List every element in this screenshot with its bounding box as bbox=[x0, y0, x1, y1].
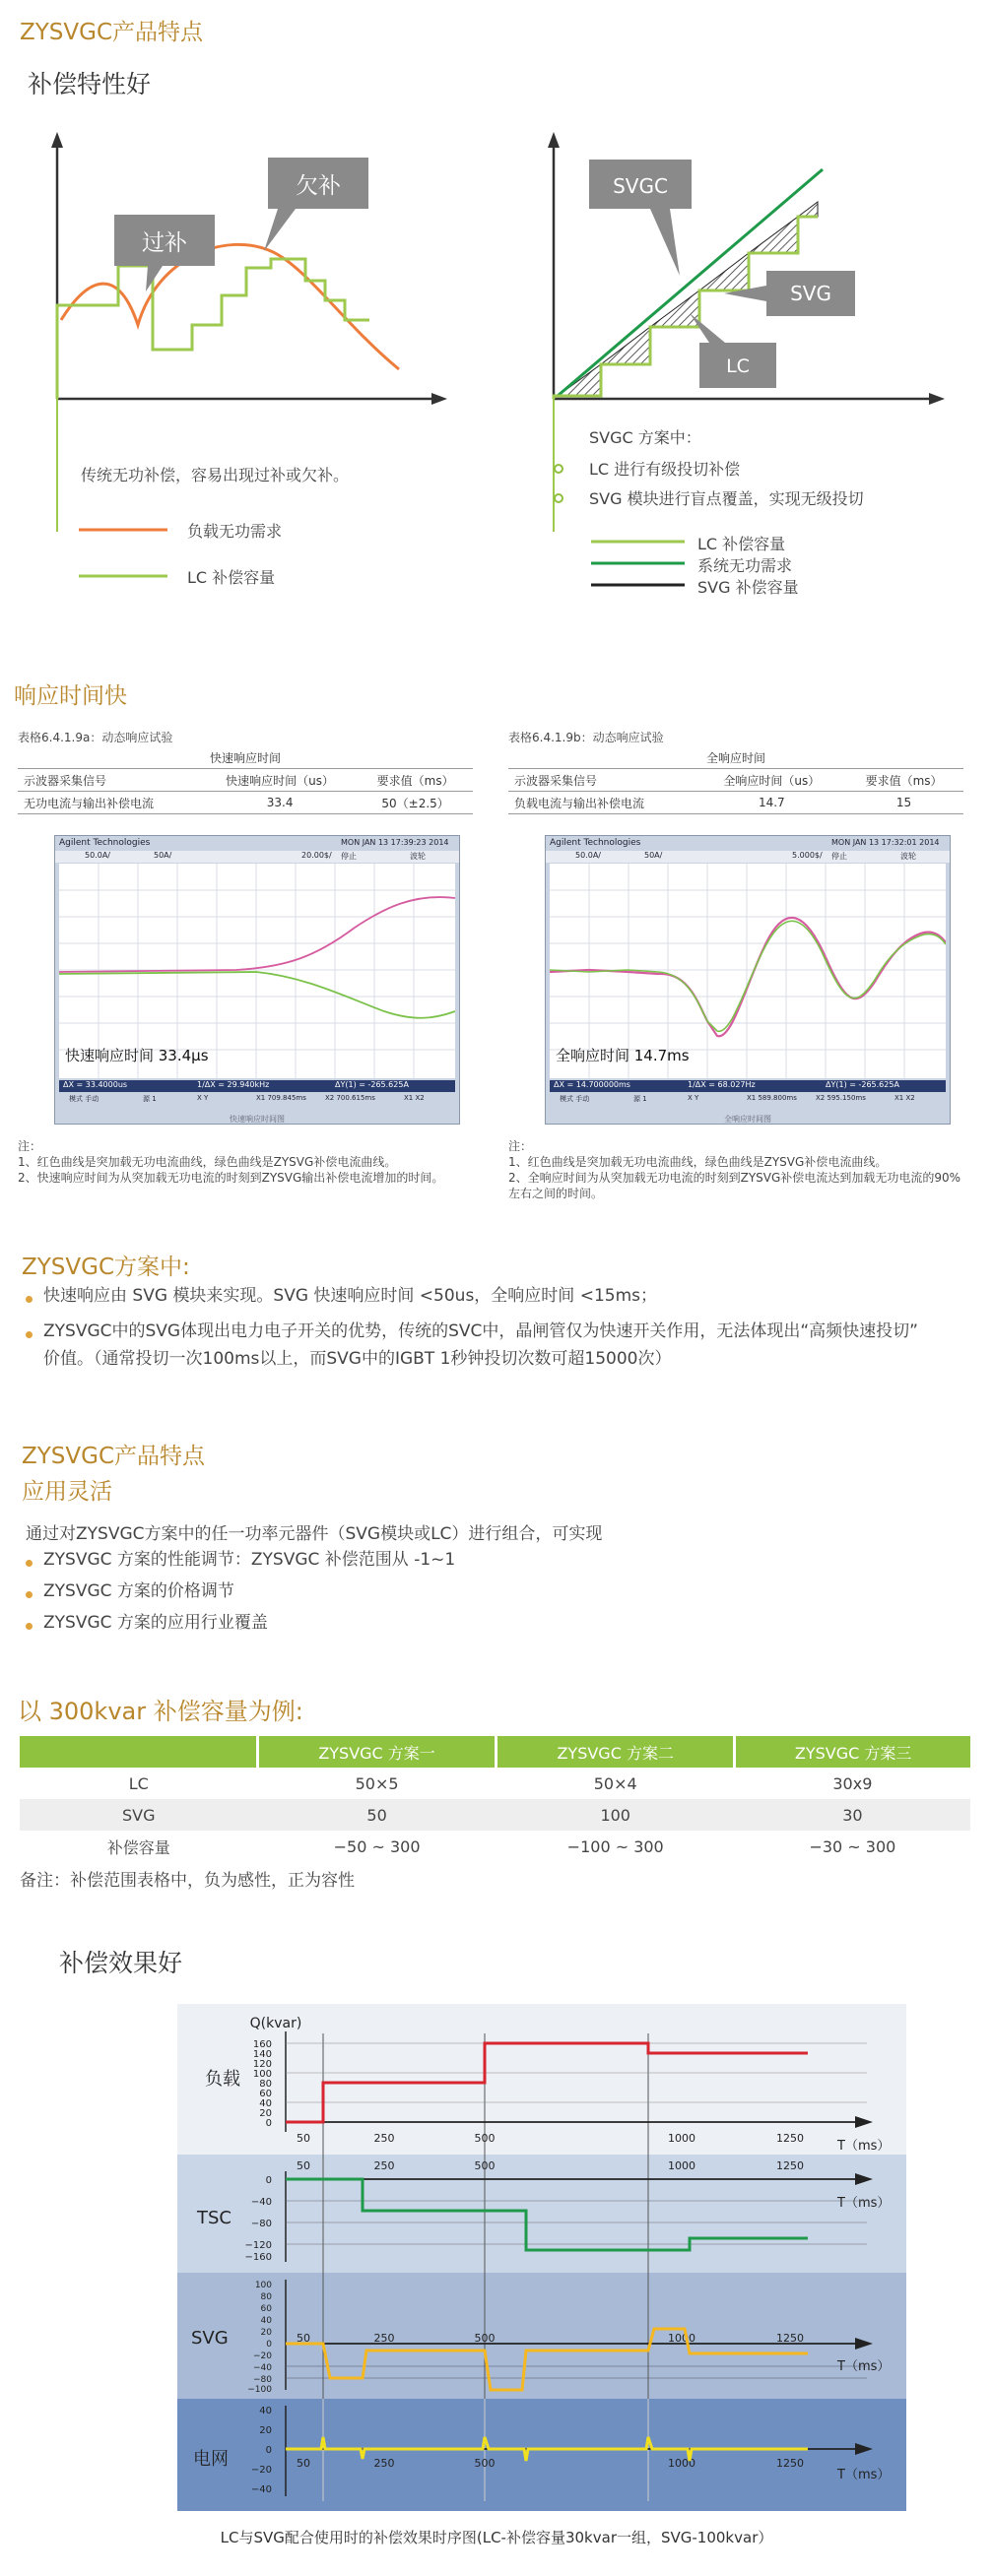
svg-text:250: 250 bbox=[373, 2159, 395, 2172]
softkey-xy[interactable]: X Y bbox=[197, 1094, 209, 1102]
right-table-head: 全响应时间 bbox=[508, 746, 963, 769]
load-demand-curve bbox=[61, 244, 399, 369]
softkey-x1[interactable]: X1 589.800ms bbox=[747, 1094, 797, 1102]
left-notes: 注： 1、红色曲线是突加载无功电流曲线，绿色曲线是ZYSVG补偿电流曲线。 2、快速响应时间为从突加载无功电流的时刻到ZYSVG输出补偿电流增加的时间。 bbox=[18, 1139, 444, 1185]
svg-text:500: 500 bbox=[474, 2132, 496, 2145]
capacity-heading: 以 300kvar 补偿容量为例: bbox=[18, 1698, 303, 1725]
svg-text:−20: −20 bbox=[253, 2351, 272, 2361]
svg-text:50: 50 bbox=[297, 2457, 310, 2470]
svg-text:欠补: 欠补 bbox=[296, 173, 341, 199]
svg-text:−120: −120 bbox=[244, 2240, 272, 2251]
svg-text:80: 80 bbox=[259, 2079, 272, 2090]
svg-text:SVG: SVG bbox=[790, 282, 831, 305]
svg-text:250: 250 bbox=[373, 2332, 395, 2345]
svg-text:60: 60 bbox=[260, 2304, 272, 2314]
flex-bullet-1: ZYSVGC 方案的性能调节：ZYSVGC 补偿范围从 -1~1 bbox=[43, 1550, 456, 1570]
svg-text:−20: −20 bbox=[250, 2465, 272, 2476]
compensation-diagrams bbox=[0, 118, 993, 611]
svg-text:100: 100 bbox=[254, 2281, 272, 2290]
right-scope-screen bbox=[550, 864, 946, 1078]
svg-text:40: 40 bbox=[260, 2316, 272, 2326]
svgc-callout bbox=[589, 160, 692, 276]
svg-text:−40: −40 bbox=[250, 2197, 272, 2208]
panel-tsc-label: TSC bbox=[197, 2208, 232, 2228]
x-label-3: T（ms） bbox=[837, 2359, 891, 2374]
timing-diagram bbox=[177, 2004, 906, 2511]
svg-text:500: 500 bbox=[474, 2159, 496, 2172]
svg-text:80: 80 bbox=[260, 2292, 272, 2302]
svg-text:40: 40 bbox=[259, 2406, 272, 2416]
response-heading: 响应时间快 bbox=[14, 683, 127, 709]
x-label-1: T（ms） bbox=[837, 2139, 891, 2154]
flex-brand-heading: ZYSVGC产品特点 bbox=[22, 1444, 206, 1469]
lc-step-curve bbox=[57, 259, 369, 399]
right-oscilloscope: Agilent Technologies MON JAN 13 17:32:01 2014 50.0A/ 50A/ 5.000$/ 停止 波轮 全响应时间 14.7ms ΔX = 14.700000ms 1/ΔX = 68.027Hz ΔY(1) = -265.625A 模式 手动 源 1 X Y X1 589.800ms X2 595.150ms X1 X2 全响应时间图 bbox=[545, 835, 951, 1125]
softkey-source[interactable]: 源 1 bbox=[633, 1095, 647, 1103]
svg-text:160: 160 bbox=[252, 2039, 272, 2050]
svg-text:250: 250 bbox=[373, 2457, 395, 2470]
softkey-x1x2[interactable]: X1 X2 bbox=[894, 1094, 915, 1102]
svg-text:20: 20 bbox=[259, 2108, 272, 2119]
svg-text:50: 50 bbox=[297, 2132, 310, 2145]
svg-text:−40: −40 bbox=[250, 2484, 272, 2495]
lc-callout bbox=[690, 313, 776, 388]
legend-right-demand: 系统无功需求 bbox=[697, 556, 793, 575]
svg-text:1250: 1250 bbox=[776, 2457, 804, 2470]
svg-text:1250: 1250 bbox=[776, 2332, 804, 2345]
svg-text:100: 100 bbox=[252, 2069, 272, 2080]
scheme-heading: ZYSVGC方案中: bbox=[22, 1255, 190, 1280]
softkey-x2[interactable]: X2 700.615ms bbox=[325, 1094, 375, 1102]
svg-text:SVGC: SVGC bbox=[613, 174, 668, 198]
svg-text:1000: 1000 bbox=[668, 2159, 695, 2172]
panel-grid-label: 电网 bbox=[193, 2449, 229, 2470]
svg-text:0: 0 bbox=[265, 2175, 272, 2186]
svg-text:120: 120 bbox=[252, 2059, 272, 2070]
left-chart-caption: 传统无功补偿，容易出现过补或欠补。 bbox=[81, 466, 350, 484]
softkey-x1[interactable]: X1 709.845ms bbox=[256, 1094, 306, 1102]
svg-text:60: 60 bbox=[259, 2089, 272, 2099]
svg-text:20: 20 bbox=[259, 2425, 272, 2436]
scheme-point-2: SVG 模块进行盲点覆盖，实现无级投切 bbox=[589, 489, 864, 508]
right-response-table: 全响应时间 示波器采集信号 全响应时间（us） 要求值（ms） 负载电流与输出补偿电流 14.7 15 bbox=[508, 746, 963, 814]
left-response-table: 快速响应时间 示波器采集信号 快速响应时间（us） 要求值（ms） 无功电流与输出补偿电流 33.4 50（±2.5） bbox=[18, 746, 473, 814]
legend-load-demand: 负载无功需求 bbox=[187, 522, 283, 541]
capacity-note: 备注：补偿范围表格中，负为感性，正为容性 bbox=[20, 1871, 355, 1891]
svg-text:40: 40 bbox=[259, 2098, 272, 2109]
under-compensation-callout bbox=[264, 158, 368, 251]
left-table-head: 快速响应时间 bbox=[18, 746, 473, 769]
capacity-table: ZYSVGC 方案一 ZYSVGC 方案二 ZYSVGC 方案三 LC 50×5 50×4 30x9 SVG 50 100 30 补偿容量 −50 ~ 300 −100 ~ 300 −30 ~ 300 bbox=[20, 1736, 970, 1862]
left-table-title: 表格6.4.1.9a：动态响应试验 bbox=[18, 731, 173, 744]
svg-text:快速响应时间 33.4μs: 快速响应时间 33.4μs bbox=[65, 1047, 209, 1064]
svg-text:0: 0 bbox=[265, 2118, 272, 2129]
x-label-4: T（ms） bbox=[837, 2468, 891, 2482]
scheme-title: SVGC 方案中： bbox=[589, 428, 701, 447]
svg-text:1000: 1000 bbox=[668, 2132, 695, 2145]
svg-text:过补: 过补 bbox=[142, 230, 187, 256]
flex-heading: 应用灵活 bbox=[22, 1479, 112, 1505]
svg-text:1250: 1250 bbox=[776, 2159, 804, 2172]
panel-load-label: 负载 bbox=[205, 2069, 240, 2090]
softkey-x2[interactable]: X2 595.150ms bbox=[816, 1094, 866, 1102]
y-unit-label: Q(kvar) bbox=[249, 2016, 302, 2031]
legend-lc-capacity: LC 补偿容量 bbox=[187, 568, 276, 587]
left-oscilloscope: Agilent Technologies MON JAN 13 17:39:23 2014 50.0A/ 50A/ 20.00$/ 停止 波轮 快速响应时间 33.4μs ΔX = 33.4000us 1/ΔX = 29.940kHz ΔY(1) = -265.625A 模式 手动 源 1 X Y X1 709.845ms X2 700.615ms X1 X2 快速响应时间图 bbox=[54, 835, 460, 1125]
timing-caption: LC与SVG配合使用时的补偿效果时序图(LC-补偿容量30kvar一组，SVG-100kvar） bbox=[220, 2529, 773, 2546]
softkey-mode[interactable]: 模式 手动 bbox=[69, 1095, 99, 1103]
softkey-xy[interactable]: X Y bbox=[688, 1094, 699, 1102]
svg-text:0: 0 bbox=[265, 2445, 272, 2456]
sub-heading-compensation: 补偿特性好 bbox=[28, 70, 152, 98]
scheme-bullet-2-cont: 价值。（通常投切一次100ms以上，而SVG中的IGBT 1秒钟投切次数可超15000次） bbox=[43, 1349, 672, 1369]
effect-heading: 补偿效果好 bbox=[59, 1949, 183, 1977]
svg-text:−160: −160 bbox=[244, 2252, 272, 2263]
right-notes: 注： 1、红色曲线是突加载无功电流曲线，绿色曲线是ZYSVG补偿电流曲线。 2、全响应时间为从突加载无功电流的时刻到ZYSVG补偿电流达到加载无功电流的90% 左右之间的时间。 bbox=[508, 1139, 960, 1200]
svg-text:500: 500 bbox=[474, 2332, 496, 2345]
svg-text:−40: −40 bbox=[253, 2363, 272, 2373]
x-label-2: T（ms） bbox=[837, 2196, 891, 2211]
svg-text:50: 50 bbox=[297, 2332, 310, 2345]
brand-heading: ZYSVGC产品特点 bbox=[20, 20, 204, 45]
svg-text:1000: 1000 bbox=[668, 2332, 695, 2345]
svg-text:1250: 1250 bbox=[776, 2132, 804, 2145]
flex-bullet-3: ZYSVGC 方案的应用行业覆盖 bbox=[43, 1613, 268, 1633]
scheme-bullet-2: ZYSVGC中的SVG体现出电力电子开关的优势，传统的SVC中，晶闸管仅为快速开关作用，无法体现出“高频快速投切” bbox=[43, 1321, 918, 1341]
scheme-point-1: LC 进行有级投切补偿 bbox=[589, 460, 741, 479]
svg-text:−100: −100 bbox=[247, 2385, 272, 2395]
scheme-bullet-1: 快速响应由 SVG 模块来实现。SVG 快速响应时间 <50us，全响应时间 <15ms； bbox=[43, 1286, 658, 1306]
legend-right-lc: LC 补偿容量 bbox=[697, 535, 786, 553]
softkey-mode[interactable]: 模式 手动 bbox=[560, 1095, 590, 1103]
svg-text:1000: 1000 bbox=[668, 2457, 695, 2470]
softkey-x1x2[interactable]: X1 X2 bbox=[404, 1094, 425, 1102]
svg-text:500: 500 bbox=[474, 2457, 496, 2470]
softkey-source[interactable]: 源 1 bbox=[143, 1095, 157, 1103]
svg-text:−80: −80 bbox=[250, 2219, 272, 2229]
svg-text:0: 0 bbox=[266, 2340, 272, 2350]
svg-text:全响应时间 14.7ms: 全响应时间 14.7ms bbox=[556, 1047, 690, 1064]
legend-right-svg: SVG 补偿容量 bbox=[697, 578, 799, 597]
svg-text:LC: LC bbox=[726, 355, 750, 377]
svg-text:20: 20 bbox=[260, 2328, 272, 2338]
over-compensation-callout bbox=[114, 215, 215, 291]
svg-text:250: 250 bbox=[373, 2132, 395, 2145]
flex-bullet-2: ZYSVGC 方案的价格调节 bbox=[43, 1581, 234, 1601]
svg-text:140: 140 bbox=[252, 2049, 272, 2060]
svg-text:−80: −80 bbox=[253, 2375, 272, 2385]
left-scope-screen bbox=[59, 864, 455, 1078]
panel-svg-label: SVG bbox=[191, 2328, 229, 2349]
flex-intro: 通过对ZYSVGC方案中的任一功率元器件（SVG模块或LC）进行组合，可实现 bbox=[26, 1524, 603, 1544]
svg-text:50: 50 bbox=[297, 2159, 310, 2172]
right-table-title: 表格6.4.1.9b：动态响应试验 bbox=[508, 731, 664, 744]
